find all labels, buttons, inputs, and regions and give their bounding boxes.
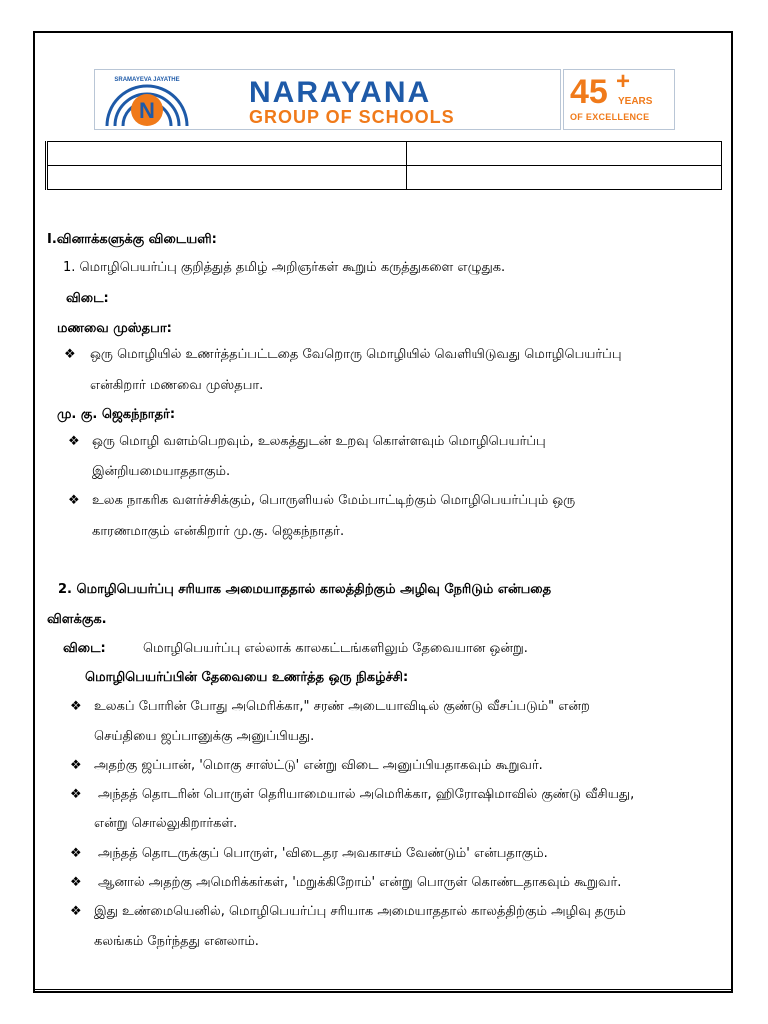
bullet-icon: ❖ (64, 347, 76, 362)
brand-subtitle: GROUP OF SCHOOLS (249, 107, 455, 127)
bullet-text: ஒரு மொழியில் உணர்த்தப்பட்டதை வேறொரு மொழியில் வெளியிடுவது மொழிபெயர்ப்பு (90, 347, 622, 362)
anniversary-badge (563, 69, 675, 130)
answer-label: விடை: (66, 291, 109, 306)
table-cell (407, 142, 722, 166)
bullet-text: இன்றியமையாததாகும். (92, 464, 231, 479)
section-title: I.வினாக்களுக்கு விடையளி: (47, 232, 217, 247)
table-cell (47, 166, 407, 190)
question-2-cont: விளக்குக. (47, 612, 107, 627)
bullet-text: அந்தத் தொடருக்குப் பொருள், 'விடைதர அவகாசம் வேண்டும்' என்பதாகும். (98, 846, 548, 861)
bullet-text: அந்தத் தொடரின் பொருள் தெரியாமையால் அமெரிக்கா, ஹிரோஷிமாவில் குண்டு வீசியது, (98, 787, 635, 802)
bullet-icon: ❖ (68, 493, 80, 508)
badge-years: YEARS (618, 96, 653, 107)
bullet-text: காரணமாகும் என்கிறார் மு.கு. ஜெகந்நாதர். (92, 524, 345, 539)
bullet-text: ஆனால் அதற்கு அமெரிக்கர்கள், 'மறுக்கிறோம்' என்று பொருள் கொண்டதாகவும் கூறுவர். (98, 875, 622, 890)
bullet-icon: ❖ (70, 904, 82, 919)
bullet-icon: ❖ (70, 758, 82, 773)
bullet-text: என்று சொல்லுகிறார்கள். (94, 816, 238, 831)
scholar-heading: மணவை முஸ்தபா: (57, 321, 172, 336)
page-border-bottom-rule (33, 989, 733, 990)
brand-name: NARAYANA (249, 76, 432, 109)
bullet-icon: ❖ (70, 699, 82, 714)
answer-label: விடை: (63, 641, 106, 656)
emblem-motto: SRAMAYEVA JAYATHE (114, 77, 180, 83)
svg-text:N: N (139, 98, 155, 123)
question-2: 2. மொழிபெயர்ப்பு சரியாக அமையாததால் காலத்திற்கும் அழிவு நேரிடும் என்பதை (58, 582, 552, 597)
bullet-icon: ❖ (70, 875, 82, 890)
narayana-emblem-icon (101, 72, 193, 128)
info-table (45, 141, 722, 190)
bullet-icon: ❖ (70, 846, 82, 861)
bullet-text: கலங்கம் நேர்ந்தது எனலாம். (94, 934, 259, 949)
answer-text: மொழிபெயர்ப்பு எல்லாக் காலகட்டங்களிலும் தேவையான ஒன்று. (143, 641, 528, 656)
table-row (47, 142, 722, 166)
badge-plus: + (616, 68, 631, 95)
bullet-text: செய்தியை ஜப்பானுக்கு அனுப்பியது. (94, 729, 315, 744)
bullet-text: அதற்கு ஜப்பான், 'மொகு சாஸ்ட்டு' என்று விடை அனுப்பியதாகவும் கூறுவர். (94, 758, 543, 773)
badge-excellence: OF EXCELLENCE (570, 112, 650, 122)
bullet-text: இது உண்மையெனில், மொழிபெயர்ப்பு சரியாக அமையாததால் காலத்திற்கும் அழிவு தரும் (94, 904, 626, 919)
bullet-text: உலகப் போரின் போது அமெரிக்கா," சரண் அடையாவிடில் குண்டு வீசப்படும்" என்ற (94, 699, 590, 714)
bullet-text: ஒரு மொழி வளம்பெறவும், உலகத்துடன் உறவு கொள்ளவும் மொழிபெயர்ப்பு (92, 434, 546, 449)
bullet-text: என்கிறார் மணவை முஸ்தபா. (90, 378, 264, 393)
school-logo (94, 69, 561, 130)
question-1: 1. மொழிபெயர்ப்பு குறித்துத் தமிழ் அறிஞர்கள் கூறும் கருத்துகளை எழுதுக. (63, 260, 506, 275)
bullet-icon: ❖ (70, 787, 82, 802)
bullet-icon: ❖ (68, 434, 80, 449)
scholar-heading: மு. கு. ஜெகந்நாதர்: (57, 407, 176, 422)
badge-number: 45 (570, 73, 608, 111)
table-row (47, 166, 722, 190)
table-cell (407, 166, 722, 190)
event-heading: மொழிபெயர்ப்பின் தேவையை உணர்த்த ஒரு நிகழ்ச்சி: (85, 670, 409, 685)
table-cell (47, 142, 407, 166)
bullet-text: உலக நாகரிக வளர்ச்சிக்கும், பொருளியல் மேம்பாட்டிற்கும் மொழிபெயர்ப்பும் ஒரு (92, 493, 576, 508)
